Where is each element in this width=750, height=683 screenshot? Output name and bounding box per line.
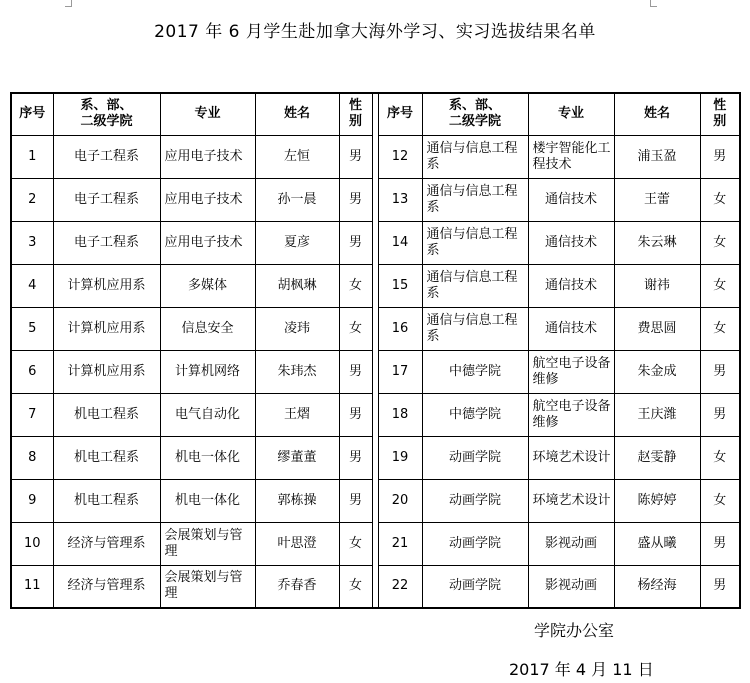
cell-name: 浦玉盈	[614, 135, 700, 178]
cell-seq: 4	[11, 264, 53, 307]
cell-name: 盛从曦	[614, 522, 700, 565]
cell-dept: 通信与信息工程系	[422, 307, 528, 350]
cell-major: 会展策划与管理	[160, 522, 255, 565]
cell-dept: 动画学院	[422, 436, 528, 479]
cell-seq: 19	[378, 436, 422, 479]
cell-dept: 计算机应用系	[53, 264, 160, 307]
cell-name: 夏彦	[255, 221, 339, 264]
cell-seq: 17	[378, 350, 422, 393]
cell-seq: 2	[11, 178, 53, 221]
cell-name: 陈婷婷	[614, 479, 700, 522]
cell-name: 杨经海	[614, 565, 700, 608]
cell-gender: 男	[700, 565, 740, 608]
cell-seq: 15	[378, 264, 422, 307]
cell-major: 会展策划与管理	[160, 565, 255, 608]
cell-gender: 女	[700, 479, 740, 522]
cell-major: 机电一体化	[160, 436, 255, 479]
cell-gender: 男	[339, 135, 372, 178]
cell-dept: 电子工程系	[53, 135, 160, 178]
cell-major: 通信技术	[528, 221, 614, 264]
cell-gender: 男	[339, 479, 372, 522]
cell-major: 多媒体	[160, 264, 255, 307]
cell-name: 王蕾	[614, 178, 700, 221]
cell-seq: 22	[378, 565, 422, 608]
cell-seq: 3	[11, 221, 53, 264]
cell-gender: 女	[700, 178, 740, 221]
cell-gender: 女	[339, 307, 372, 350]
issue-date: 2017 年 4 月 11 日	[509, 660, 654, 679]
cell-name: 乔春香	[255, 565, 339, 608]
cell-dept: 动画学院	[422, 565, 528, 608]
cell-major: 影视动画	[528, 565, 614, 608]
table-row	[11, 522, 740, 565]
cell-seq: 13	[378, 178, 422, 221]
header-name: 姓名	[255, 93, 339, 135]
table-row	[11, 436, 740, 479]
cell-major: 应用电子技术	[160, 135, 255, 178]
cell-seq: 5	[11, 307, 53, 350]
table-body	[11, 135, 740, 608]
cell-major: 信息安全	[160, 307, 255, 350]
cell-gender: 男	[700, 393, 740, 436]
table-row	[11, 221, 740, 264]
cell-dept: 通信与信息工程系	[422, 264, 528, 307]
cell-major: 应用电子技术	[160, 221, 255, 264]
cell-major: 航空电子设备维修	[528, 350, 614, 393]
cell-seq: 8	[11, 436, 53, 479]
cell-major: 航空电子设备维修	[528, 393, 614, 436]
cell-major: 通信技术	[528, 307, 614, 350]
cell-seq: 7	[11, 393, 53, 436]
cell-gender: 男	[700, 135, 740, 178]
cell-dept: 通信与信息工程系	[422, 178, 528, 221]
page-corner-mark	[65, 6, 72, 7]
cell-dept: 通信与信息工程系	[422, 221, 528, 264]
cell-name: 凌玮	[255, 307, 339, 350]
cell-gender: 男	[700, 350, 740, 393]
cell-name: 赵雯静	[614, 436, 700, 479]
cell-major: 影视动画	[528, 522, 614, 565]
table-row	[11, 350, 740, 393]
header-major: 专业	[160, 93, 255, 135]
cell-major: 楼宇智能化工程技术	[528, 135, 614, 178]
cell-seq: 16	[378, 307, 422, 350]
table-row	[11, 307, 740, 350]
issuer-office: 学院办公室	[534, 621, 615, 640]
cell-gender: 男	[339, 436, 372, 479]
cell-dept: 机电工程系	[53, 393, 160, 436]
cell-seq: 6	[11, 350, 53, 393]
table-header-row	[11, 93, 740, 135]
cell-seq: 9	[11, 479, 53, 522]
cell-dept: 计算机应用系	[53, 350, 160, 393]
cell-gender: 女	[339, 522, 372, 565]
cell-seq: 1	[11, 135, 53, 178]
cell-dept: 动画学院	[422, 479, 528, 522]
cell-gender: 女	[700, 307, 740, 350]
header-major: 专业	[528, 93, 614, 135]
results-table-container	[10, 92, 739, 606]
cell-major: 机电一体化	[160, 479, 255, 522]
table-row	[11, 178, 740, 221]
cell-seq: 20	[378, 479, 422, 522]
cell-dept: 计算机应用系	[53, 307, 160, 350]
header-seq: 序号	[11, 93, 53, 135]
header-gender: 性 别	[339, 93, 372, 135]
cell-gender: 女	[700, 264, 740, 307]
cell-dept: 动画学院	[422, 522, 528, 565]
header-dept: 系、部、 二级学院	[422, 93, 528, 135]
cell-dept: 电子工程系	[53, 178, 160, 221]
cell-dept: 机电工程系	[53, 479, 160, 522]
cell-dept: 中德学院	[422, 393, 528, 436]
cell-name: 郭栋操	[255, 479, 339, 522]
header-name: 姓名	[614, 93, 700, 135]
cell-name: 孙一晨	[255, 178, 339, 221]
cell-dept: 中德学院	[422, 350, 528, 393]
cell-major: 通信技术	[528, 264, 614, 307]
table-row	[11, 565, 740, 608]
cell-major: 环境艺术设计	[528, 436, 614, 479]
cell-major: 通信技术	[528, 178, 614, 221]
header-seq: 序号	[378, 93, 422, 135]
cell-name: 王庆潍	[614, 393, 700, 436]
cell-seq: 10	[11, 522, 53, 565]
cell-dept: 经济与管理系	[53, 522, 160, 565]
table-row	[11, 264, 740, 307]
cell-seq: 11	[11, 565, 53, 608]
cell-gender: 女	[339, 264, 372, 307]
results-table	[10, 92, 741, 609]
cell-major: 计算机网络	[160, 350, 255, 393]
cell-name: 左恒	[255, 135, 339, 178]
cell-gender: 男	[700, 522, 740, 565]
cell-gender: 男	[339, 221, 372, 264]
cell-seq: 21	[378, 522, 422, 565]
cell-dept: 电子工程系	[53, 221, 160, 264]
table-row	[11, 135, 740, 178]
page-title: 2017 年 6 月学生赴加拿大海外学习、实习选拔结果名单	[154, 22, 596, 42]
cell-seq: 14	[378, 221, 422, 264]
cell-gender: 男	[339, 178, 372, 221]
cell-name: 费思圆	[614, 307, 700, 350]
cell-name: 叶思澄	[255, 522, 339, 565]
table-row	[11, 479, 740, 522]
cell-major: 电气自动化	[160, 393, 255, 436]
cell-name: 胡枫琳	[255, 264, 339, 307]
cell-name: 朱玮杰	[255, 350, 339, 393]
cell-name: 缪董董	[255, 436, 339, 479]
cell-dept: 机电工程系	[53, 436, 160, 479]
cell-name: 朱金成	[614, 350, 700, 393]
header-dept: 系、部、 二级学院	[53, 93, 160, 135]
cell-major: 环境艺术设计	[528, 479, 614, 522]
cell-dept: 经济与管理系	[53, 565, 160, 608]
cell-gender: 男	[339, 393, 372, 436]
table-row	[11, 393, 740, 436]
cell-name: 谢祎	[614, 264, 700, 307]
cell-gender: 女	[339, 565, 372, 608]
cell-seq: 12	[378, 135, 422, 178]
cell-gender: 女	[700, 221, 740, 264]
cell-seq: 18	[378, 393, 422, 436]
cell-name: 王熠	[255, 393, 339, 436]
cell-gender: 男	[339, 350, 372, 393]
cell-major: 应用电子技术	[160, 178, 255, 221]
cell-dept: 通信与信息工程系	[422, 135, 528, 178]
header-gender: 性 别	[700, 93, 740, 135]
cell-name: 朱云琳	[614, 221, 700, 264]
cell-gender: 女	[700, 436, 740, 479]
page-corner-mark	[650, 6, 657, 7]
